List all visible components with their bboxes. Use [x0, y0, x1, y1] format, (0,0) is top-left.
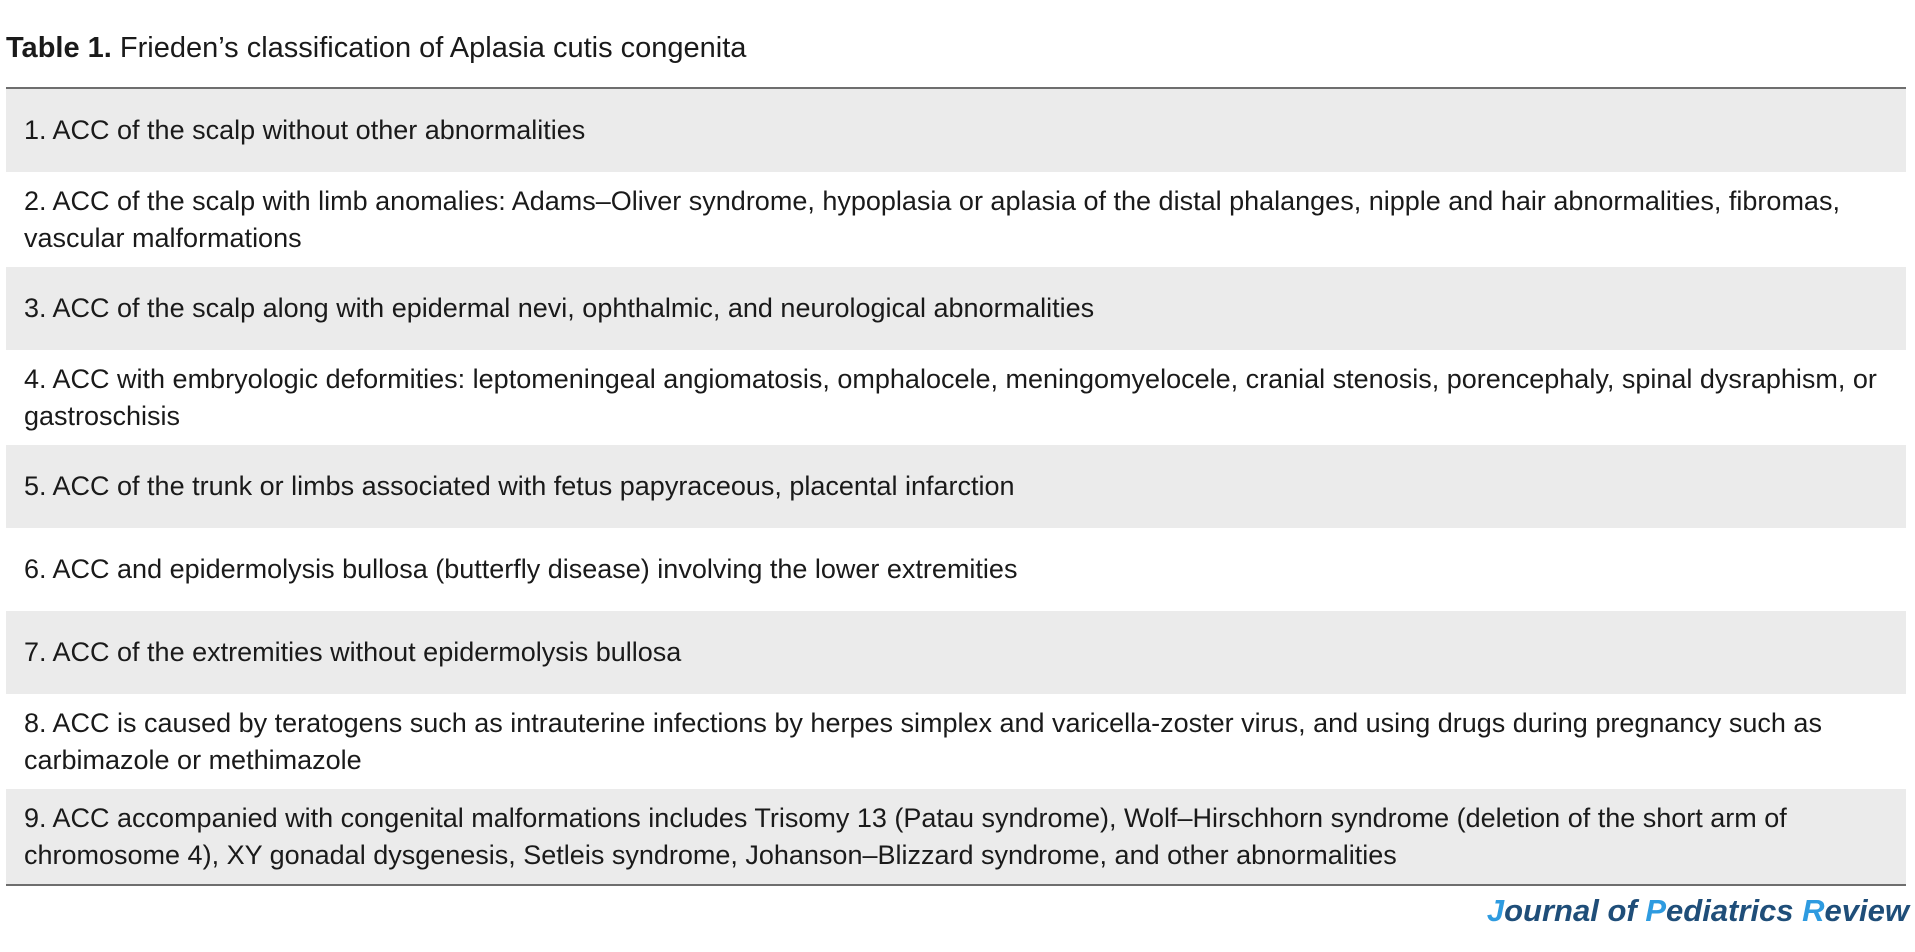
table-row-text: 5. ACC of the trunk or limbs associated with fetus papyraceous, placental infarction [24, 471, 1015, 501]
table-row [6, 611, 1906, 694]
journal-logo-text-3: eview [1824, 893, 1909, 928]
table-row-text: 6. ACC and epidermolysis bullosa (butterfly disease) involving the lower extremities [24, 554, 1018, 584]
table-row-text: 4. ACC with embryologic deformities: leptomeningeal angiomatosis, omphalocele, meningomyelocele, cranial stenosis, porencephaly, spinal dysraphism, or gastroschisis [24, 363, 1877, 431]
journal-logo [1487, 893, 1909, 929]
table-row [6, 789, 1906, 884]
journal-logo-text-2: ediatrics [1666, 893, 1803, 928]
table-caption-label: Table 1. [6, 32, 112, 64]
table-row-text: 8. ACC is caused by teratogens such as intrauterine infections by herpes simplex and varicella-zoster virus, and using drugs during pregnancy such as carbimazole or methimazole [24, 707, 1822, 775]
table-row-text: 7. ACC of the extremities without epidermolysis bullosa [24, 637, 682, 667]
table-row-text: 2. ACC of the scalp with limb anomalies: Adams–Oliver syndrome, hypoplasia or aplasia of the distal phalanges, nipple and hair abnormalities, fibromas, vascular malformations [24, 185, 1840, 253]
journal-logo-initial-p: P [1645, 893, 1667, 928]
table-row [6, 528, 1906, 611]
table-caption [6, 30, 746, 66]
classification-table [6, 87, 1906, 886]
table-row-text: 9. ACC accompanied with congenital malformations includes Trisomy 13 (Patau syndrome), Wolf–Hirschhorn syndrome (deletion of the short arm of chromosome 4), XY gonadal dysgenesis, Setleis syndrome, Johanson–Blizzard syndrome, and other abnormalities [24, 802, 1787, 870]
table-row [6, 89, 1906, 172]
table-row [6, 445, 1906, 528]
table-row-text: 3. ACC of the scalp along with epidermal nevi, ophthalmic, and neurological abnormalities [24, 293, 1095, 323]
journal-logo-initial-r: R [1802, 893, 1825, 928]
journal-logo-initial-j: J [1486, 893, 1505, 928]
table-row [6, 267, 1906, 350]
table-row-text: 1. ACC of the scalp without other abnormalities [24, 115, 586, 145]
table-row [6, 172, 1906, 267]
table-row [6, 350, 1906, 445]
journal-logo-text-1: ournal of [1504, 893, 1646, 928]
table-caption-title: Frieden’s classification of Aplasia cutis congenita [119, 32, 747, 64]
table-row [6, 694, 1906, 789]
